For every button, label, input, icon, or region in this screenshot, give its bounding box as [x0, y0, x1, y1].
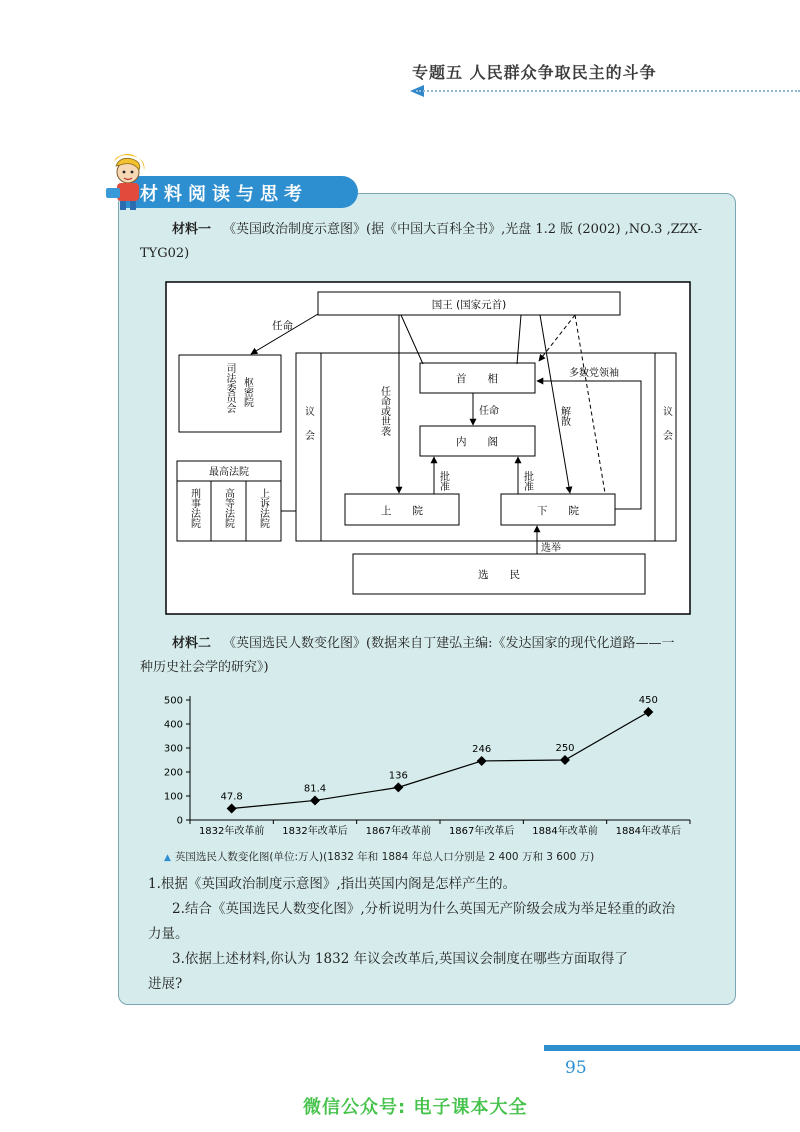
material2-label: 材料二: [172, 636, 212, 651]
material1-label: 材料一: [172, 222, 212, 237]
appoint-or-hereditary-label: 任命或世袭: [378, 386, 390, 436]
data-label: 47.8: [220, 791, 243, 803]
prime-minister-label: 首 相: [456, 373, 498, 385]
upper-house-label: 上 院: [381, 505, 423, 517]
approve1-label: 批准: [437, 471, 449, 491]
question-2-line2: 力量。: [148, 926, 189, 942]
voters-line-chart: [150, 688, 710, 838]
parliament-right-label: 议会: [660, 406, 672, 454]
appeal-court-label: 上诉法院: [257, 488, 269, 528]
material1-text: 《英国政治制度示意图》(据《中国大百科全书》,光盘 1.2 版 (2002) ,NO.3 ,ZZX-: [223, 222, 702, 237]
material2-line1: [172, 633, 717, 655]
data-point: [560, 755, 570, 765]
lower-house-label: 下 院: [537, 505, 579, 517]
material2-line2: 种历史社会学的研究》): [140, 660, 269, 675]
footer-bar: [544, 1045, 800, 1051]
triangle-marker-icon: ▲: [164, 853, 171, 863]
data-label: 81.4: [303, 783, 327, 795]
x-tick-label: 1867年改革后: [448, 826, 515, 837]
y-tick-label: 500: [163, 695, 183, 707]
data-point: [227, 804, 237, 814]
question-2-line1: 2.结合《英国选民人数变化图》,分析说明为什么英国无产阶级会成为举足轻重的政治: [172, 901, 676, 917]
header-dotted-line: [416, 90, 800, 92]
caption-text: 英国选民人数变化图(单位:万人)(1832 年和 1884 年总人口分别是 2 400 万和 3 600 万): [174, 851, 595, 863]
data-point: [393, 782, 403, 792]
chart-caption: [164, 849, 594, 864]
political-system-diagram: [165, 281, 691, 615]
data-point: [477, 756, 487, 766]
cabinet-label: 内 阁: [456, 436, 498, 448]
material2-text: 《英国选民人数变化图》(数据来自丁建弘主编:《发达国家的现代化道路——一: [223, 636, 675, 651]
question-3-line2: 进展?: [148, 976, 183, 992]
material1-line2: TYG02): [140, 246, 190, 261]
elect-label: 选举: [541, 543, 561, 554]
question-1: 1.根据《英国政治制度示意图》,指出英国内阁是怎样产生的。: [148, 876, 517, 892]
watermark-text: 微信公众号: 电子课本大全: [303, 1097, 528, 1118]
chapter-title: 专题五 人民群众争取民主的斗争: [412, 63, 657, 82]
high-court-label: 高等法院: [222, 488, 234, 528]
y-tick-label: 400: [163, 719, 183, 731]
x-tick-label: 1867年改革前: [365, 826, 432, 837]
y-tick-label: 0: [176, 815, 183, 827]
king-label: 国王 (国家元首): [431, 299, 507, 311]
page-number: 95: [565, 1058, 587, 1078]
y-tick-label: 200: [163, 767, 183, 779]
supreme-court-label: 最高法院: [209, 467, 249, 478]
data-label: 246: [472, 743, 492, 755]
approve2-label: 批准: [521, 471, 533, 491]
privy-council-label: 枢密院: [241, 377, 253, 407]
question-3-line1: 3.依据上述材料,你认为 1832 年议会改革后,英国议会制度在哪些方面取得了: [172, 951, 628, 967]
data-point: [310, 795, 320, 805]
criminal-court-label: 刑事法院: [188, 488, 200, 528]
data-label: 250: [555, 743, 575, 754]
dissolve-label: 解散: [558, 406, 570, 426]
voters-label: 选 民: [478, 569, 520, 581]
mascot-boy-icon: [98, 152, 154, 212]
x-tick-label: 1832年改革前: [198, 826, 265, 837]
x-tick-label: 1884年改革前: [532, 826, 598, 837]
y-tick-label: 300: [163, 743, 183, 755]
x-tick-label: 1884年改革后: [615, 826, 682, 837]
data-label: 450: [638, 695, 658, 706]
section-title: 材料阅读与思考: [140, 184, 308, 205]
material1-line1: [172, 219, 717, 241]
appoint2-label: 任命: [479, 406, 499, 417]
series-line: [232, 712, 649, 809]
data-point: [643, 707, 653, 717]
y-tick-label: 100: [163, 791, 183, 803]
majority-leader-label: 多数党领袖: [569, 368, 619, 379]
parliament-left-label: 议会: [302, 406, 314, 454]
data-label: 136: [388, 770, 408, 782]
appoint-label: 任命: [272, 320, 293, 332]
x-tick-label: 1832年改革后: [282, 826, 348, 837]
judicial-committee-text: 司法委员会: [185, 363, 235, 374]
